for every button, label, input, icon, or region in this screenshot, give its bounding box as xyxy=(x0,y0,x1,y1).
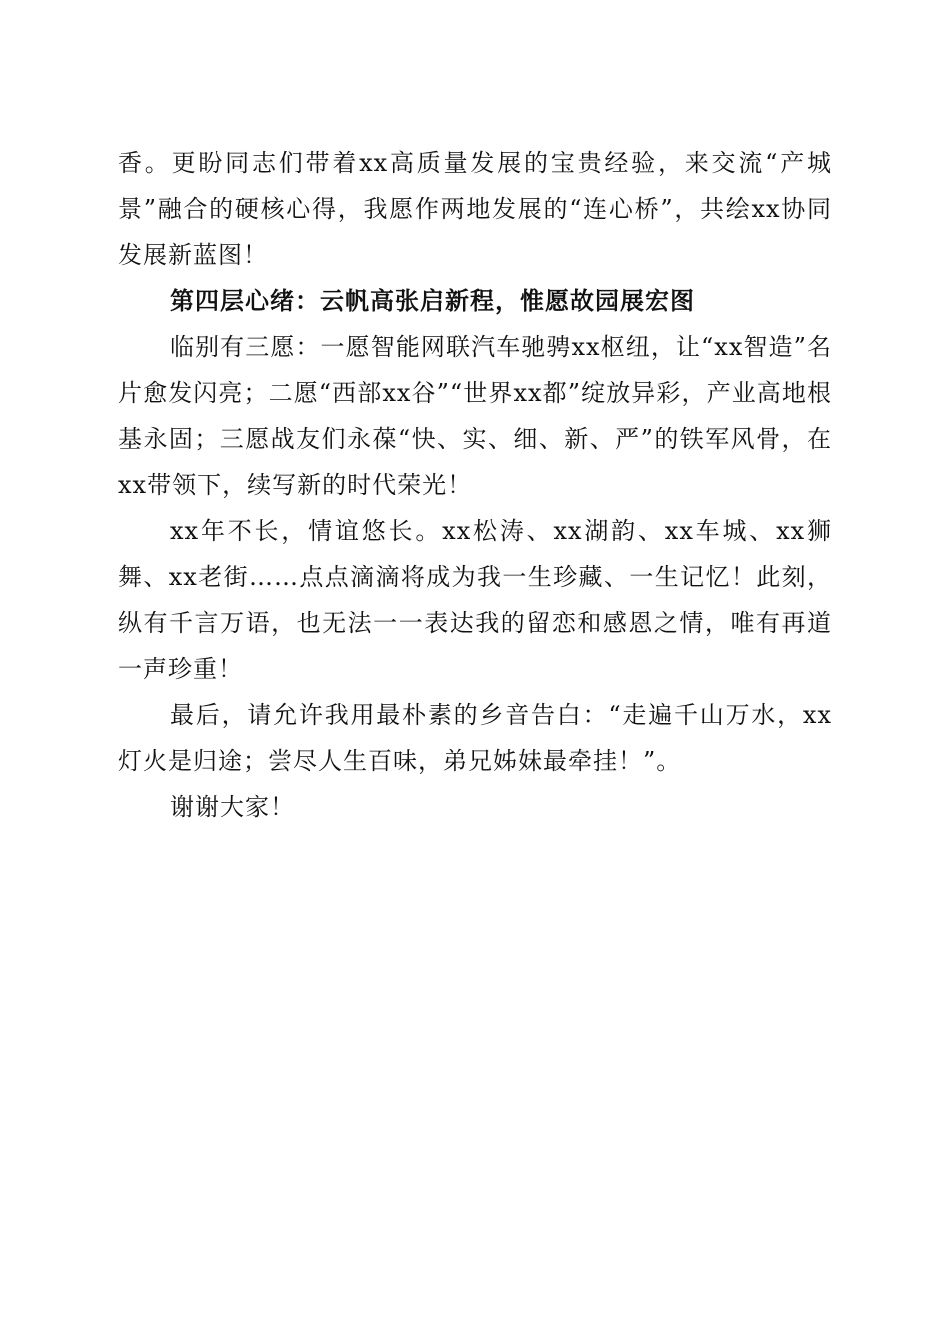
paragraph-memories: xx年不长，情谊悠长。xx松涛、xx湖韵、xx车城、xx狮舞、xx老街……点点滴滴将成为我一生珍藏、一生记忆！此刻，纵有千言万语，也无法一一表达我的留恋和感恩之情，唯有再道一声珍重！ xyxy=(118,517,832,683)
section-heading: 第四层心绪：云帆高张启新程，惟愿故园展宏图 xyxy=(170,286,695,315)
paragraph-three-wishes: 临别有三愿：一愿智能网联汽车驰骋xx枢纽，让“xx智造”名片愈发闪亮；二愿“西部xx谷”“世界xx都”绽放异彩，产业高地根基永固；三愿战友们永葆“快、实、细、新、严”的铁军风骨，在xx带领下，续写新的时代荣光！ xyxy=(118,333,832,499)
paragraph-continuation: 香。更盼同志们带着xx高质量发展的宝贵经验，来交流“产城景”融合的硬核心得，我愿作两地发展的“连心桥”，共绘xx协同发展新蓝图！ xyxy=(118,149,832,269)
paragraph-thanks: 谢谢大家！ xyxy=(170,793,295,821)
document-body xyxy=(118,140,832,830)
paragraph-farewell-quote: 最后，请允许我用最朴素的乡音告白：“走遍千山万水，xx灯火是归途；尝尽人生百味，弟兄姊妹最牵挂！”。 xyxy=(118,701,832,775)
